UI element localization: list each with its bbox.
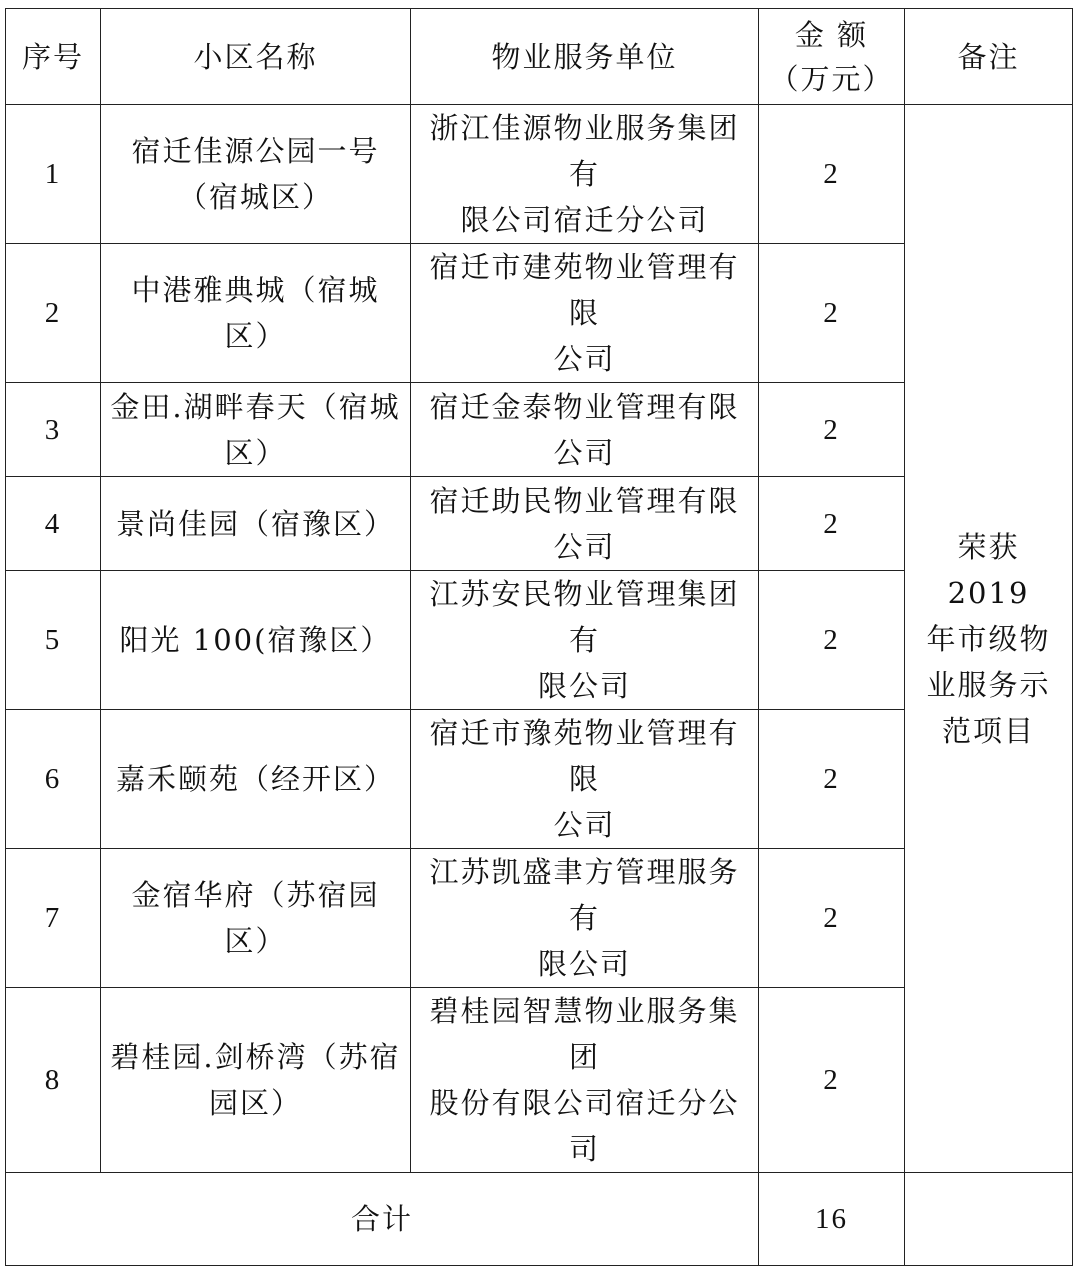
row-community bbox=[101, 710, 411, 849]
row-index: 7 bbox=[6, 849, 101, 988]
community-line: 中港雅典城（宿城 bbox=[131, 273, 380, 307]
company-line: 浙江佳源物业服务集团有 bbox=[429, 111, 740, 191]
remark-line: 业服务示 bbox=[926, 667, 1051, 702]
row-community bbox=[101, 849, 411, 988]
company-line: 限公司宿迁分公司 bbox=[460, 203, 709, 237]
community-line: 景尚佳园（宿豫区） bbox=[115, 506, 395, 541]
header-remark: 备注 bbox=[905, 9, 1073, 105]
row-company bbox=[411, 105, 759, 244]
company-line: 宿迁助民物业管理有限 bbox=[429, 483, 740, 518]
company-line: 公司 bbox=[553, 529, 616, 564]
header-row bbox=[6, 9, 1073, 105]
community-line: 碧桂园.剑桥湾（苏宿 bbox=[110, 1040, 401, 1074]
row-company bbox=[411, 988, 759, 1173]
company-line: 碧桂园智慧物业服务集团 bbox=[429, 994, 740, 1074]
company-line: 江苏安民物业管理集团有 bbox=[429, 577, 740, 657]
row-amount: 2 bbox=[759, 988, 905, 1173]
row-amount: 2 bbox=[759, 849, 905, 988]
header-amount-line2: （万元） bbox=[769, 61, 894, 96]
header-company: 物业服务单位 bbox=[411, 9, 759, 105]
row-company bbox=[411, 849, 759, 988]
company-line: 限公司 bbox=[537, 669, 631, 703]
row-company bbox=[411, 477, 759, 571]
row-index: 1 bbox=[6, 105, 101, 244]
row-amount: 2 bbox=[759, 383, 905, 477]
row-amount: 2 bbox=[759, 571, 905, 710]
row-index: 6 bbox=[6, 710, 101, 849]
company-line: 宿迁市建苑物业管理有限 bbox=[429, 250, 740, 330]
row-company bbox=[411, 383, 759, 477]
company-line: 江苏凯盛聿方管理服务有 bbox=[429, 855, 740, 935]
remark-cell bbox=[905, 105, 1073, 1173]
company-line: 宿迁市豫苑物业管理有限 bbox=[429, 716, 740, 796]
community-line: 区） bbox=[224, 319, 287, 353]
row-company bbox=[411, 710, 759, 849]
award-table bbox=[5, 8, 1073, 1266]
header-community: 小区名称 bbox=[101, 9, 411, 105]
community-line: 嘉禾颐苑（经开区） bbox=[115, 762, 395, 796]
community-line: 金宿华府（苏宿园 bbox=[131, 878, 380, 912]
company-line: 宿迁金泰物业管理有限 bbox=[429, 389, 740, 424]
row-index: 5 bbox=[6, 571, 101, 710]
total-row bbox=[6, 1173, 1073, 1266]
row-community bbox=[101, 383, 411, 477]
header-index: 序号 bbox=[6, 9, 101, 105]
row-amount: 2 bbox=[759, 105, 905, 244]
company-line: 公司 bbox=[553, 808, 616, 842]
community-line: 园区） bbox=[208, 1086, 302, 1120]
community-line: 宿迁佳源公园一号 bbox=[131, 134, 380, 168]
row-index: 3 bbox=[6, 383, 101, 477]
total-label: 合计 bbox=[6, 1173, 759, 1266]
row-index: 4 bbox=[6, 477, 101, 571]
row-community bbox=[101, 477, 411, 571]
total-remark bbox=[905, 1173, 1073, 1266]
company-line: 公司 bbox=[553, 342, 616, 376]
community-line: 区） bbox=[224, 435, 287, 470]
company-line: 限公司 bbox=[537, 947, 631, 981]
remark-line: 范项目 bbox=[941, 713, 1035, 748]
row-company bbox=[411, 244, 759, 383]
remark-line: 荣获 2019 bbox=[947, 529, 1030, 610]
row-amount: 2 bbox=[759, 244, 905, 383]
community-line: （宿城区） bbox=[177, 180, 333, 214]
row-community bbox=[101, 988, 411, 1173]
community-line: 金田.湖畔春天（宿城 bbox=[110, 389, 401, 424]
header-amount bbox=[759, 9, 905, 105]
community-line: 区） bbox=[224, 924, 287, 958]
row-community bbox=[101, 105, 411, 244]
community-line: 阳光 100(宿豫区） bbox=[119, 623, 392, 657]
row-index: 8 bbox=[6, 988, 101, 1173]
row-company bbox=[411, 571, 759, 710]
header-amount-line1: 金 额 bbox=[794, 17, 869, 52]
company-line: 股份有限公司宿迁分公司 bbox=[429, 1086, 740, 1166]
row-amount: 2 bbox=[759, 710, 905, 849]
remark-line: 年市级物 bbox=[926, 621, 1051, 656]
table-row bbox=[6, 105, 1073, 244]
row-community bbox=[101, 571, 411, 710]
row-amount: 2 bbox=[759, 477, 905, 571]
total-amount: 16 bbox=[759, 1173, 905, 1266]
row-index: 2 bbox=[6, 244, 101, 383]
row-community bbox=[101, 244, 411, 383]
company-line: 公司 bbox=[553, 435, 616, 470]
